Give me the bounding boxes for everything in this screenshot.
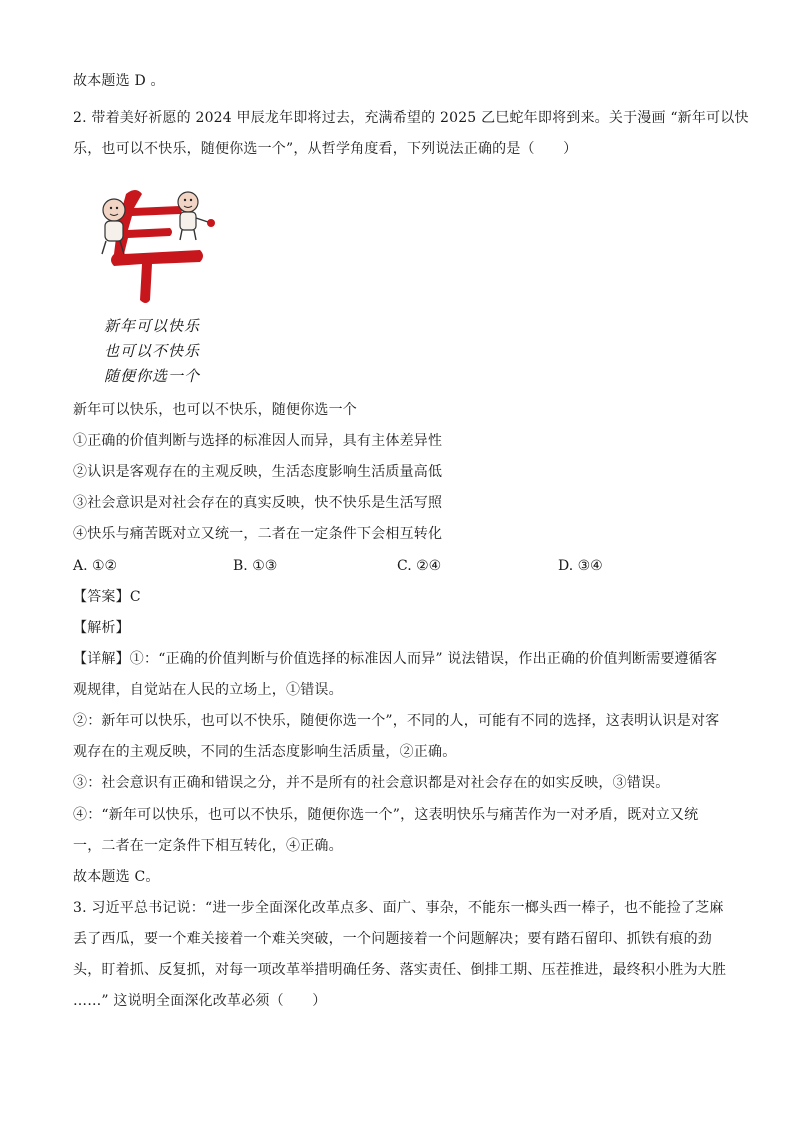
q3-stem-line-3: 头，盯着抓、反复抓，对每一项改革举措明确任务、落实责任、倒排工期、压茬推进，最终积小胜为大胜: [73, 962, 727, 978]
comic-handwritten-caption: [104, 314, 200, 389]
option-c: C. ②④: [397, 558, 442, 574]
option-a: A. ①②: [73, 558, 118, 574]
option-b: B. ①③: [233, 558, 278, 574]
new-year-comic: [92, 180, 222, 390]
answer-tag: 【答案】: [73, 589, 130, 605]
comic-caption-line: 新年可以快乐: [104, 317, 201, 335]
comic-caption-text: 新年可以快乐，也可以不快乐，随便你选一个: [73, 402, 357, 418]
comic-caption-line: 随便你选一个: [104, 367, 201, 385]
q2-stem-line-1: 2. 带着美好祈愿的 2024 甲辰龙年即将过去，充满希望的 2025 乙巳蛇年即将到来。关于漫画 “新年可以快: [73, 110, 749, 126]
statement-2: ②认识是客观存在的主观反映，生活态度影响生活质量高低: [73, 464, 443, 480]
detail-line-5: ③：社会意识有正确和错误之分，并不是所有的社会意识都是对社会存在的如实反映，③错误。: [73, 775, 670, 791]
option-d: D. ③④: [558, 558, 603, 574]
detail-line-1: 【详解】①：“正确的价值判断与价值选择的标准因人而异” 说法错误，作出正确的价值判断需要遵循客: [73, 651, 718, 667]
answer-value: C: [129, 589, 141, 605]
cartoon-child-left: [102, 199, 125, 254]
q3-stem-line-4: ……” 这说明全面深化改革必须（ ）: [73, 993, 327, 1009]
q3-stem-line-2: 丢了西瓜，要一个难关接着一个难关突破，一个问题接着一个问题解决；要有踏石留印、抓铁有痕的劲: [73, 931, 712, 947]
comic-caption-line: 也可以不快乐: [104, 342, 201, 360]
detail-line-6: ④：“新年可以快乐，也可以不快乐，随便你选一个”，这表明快乐与痛苦作为一对矛盾，既对立又统: [73, 807, 699, 823]
q2-conclusion: 故本题选 C。: [73, 869, 160, 885]
analysis-tag: 【解析】: [73, 620, 130, 636]
detail-line-3: ②：新年可以快乐，也可以不快乐，随便你选一个”，不同的人，可能有不同的选择，这表明认识是对客: [73, 713, 720, 729]
q2-stem-line-2: 乐，也可以不快乐，随便你选一个”，从哲学角度看，下列说法正确的是（ ）: [73, 141, 578, 157]
previous-conclusion: 故本题选 D 。: [73, 73, 165, 89]
statement-4: ④快乐与痛苦既对立又统一，二者在一定条件下会相互转化: [73, 526, 443, 542]
statement-1: ①正确的价值判断与选择的标准因人而异，具有主体差异性: [73, 433, 443, 449]
statement-3: ③社会意识是对社会存在的真实反映，快不快乐是生活写照: [73, 495, 443, 511]
cartoon-child-right: [178, 192, 215, 240]
detail-line-7: 一，二者在一定条件下相互转化，④正确。: [73, 838, 343, 854]
detail-line-4: 观存在的主观反映，不同的生活态度影响生活质量，②正确。: [73, 744, 457, 760]
answer-line: [73, 587, 141, 607]
detail-line-2: 观规律，自觉站在人民的立场上，①错误。: [73, 682, 343, 698]
q3-stem-line-1: 3. 习近平总书记说：“进一步全面深化改革点多、面广、事杂，不能东一榔头西一棒子，也不能捡了芝麻: [73, 900, 724, 916]
